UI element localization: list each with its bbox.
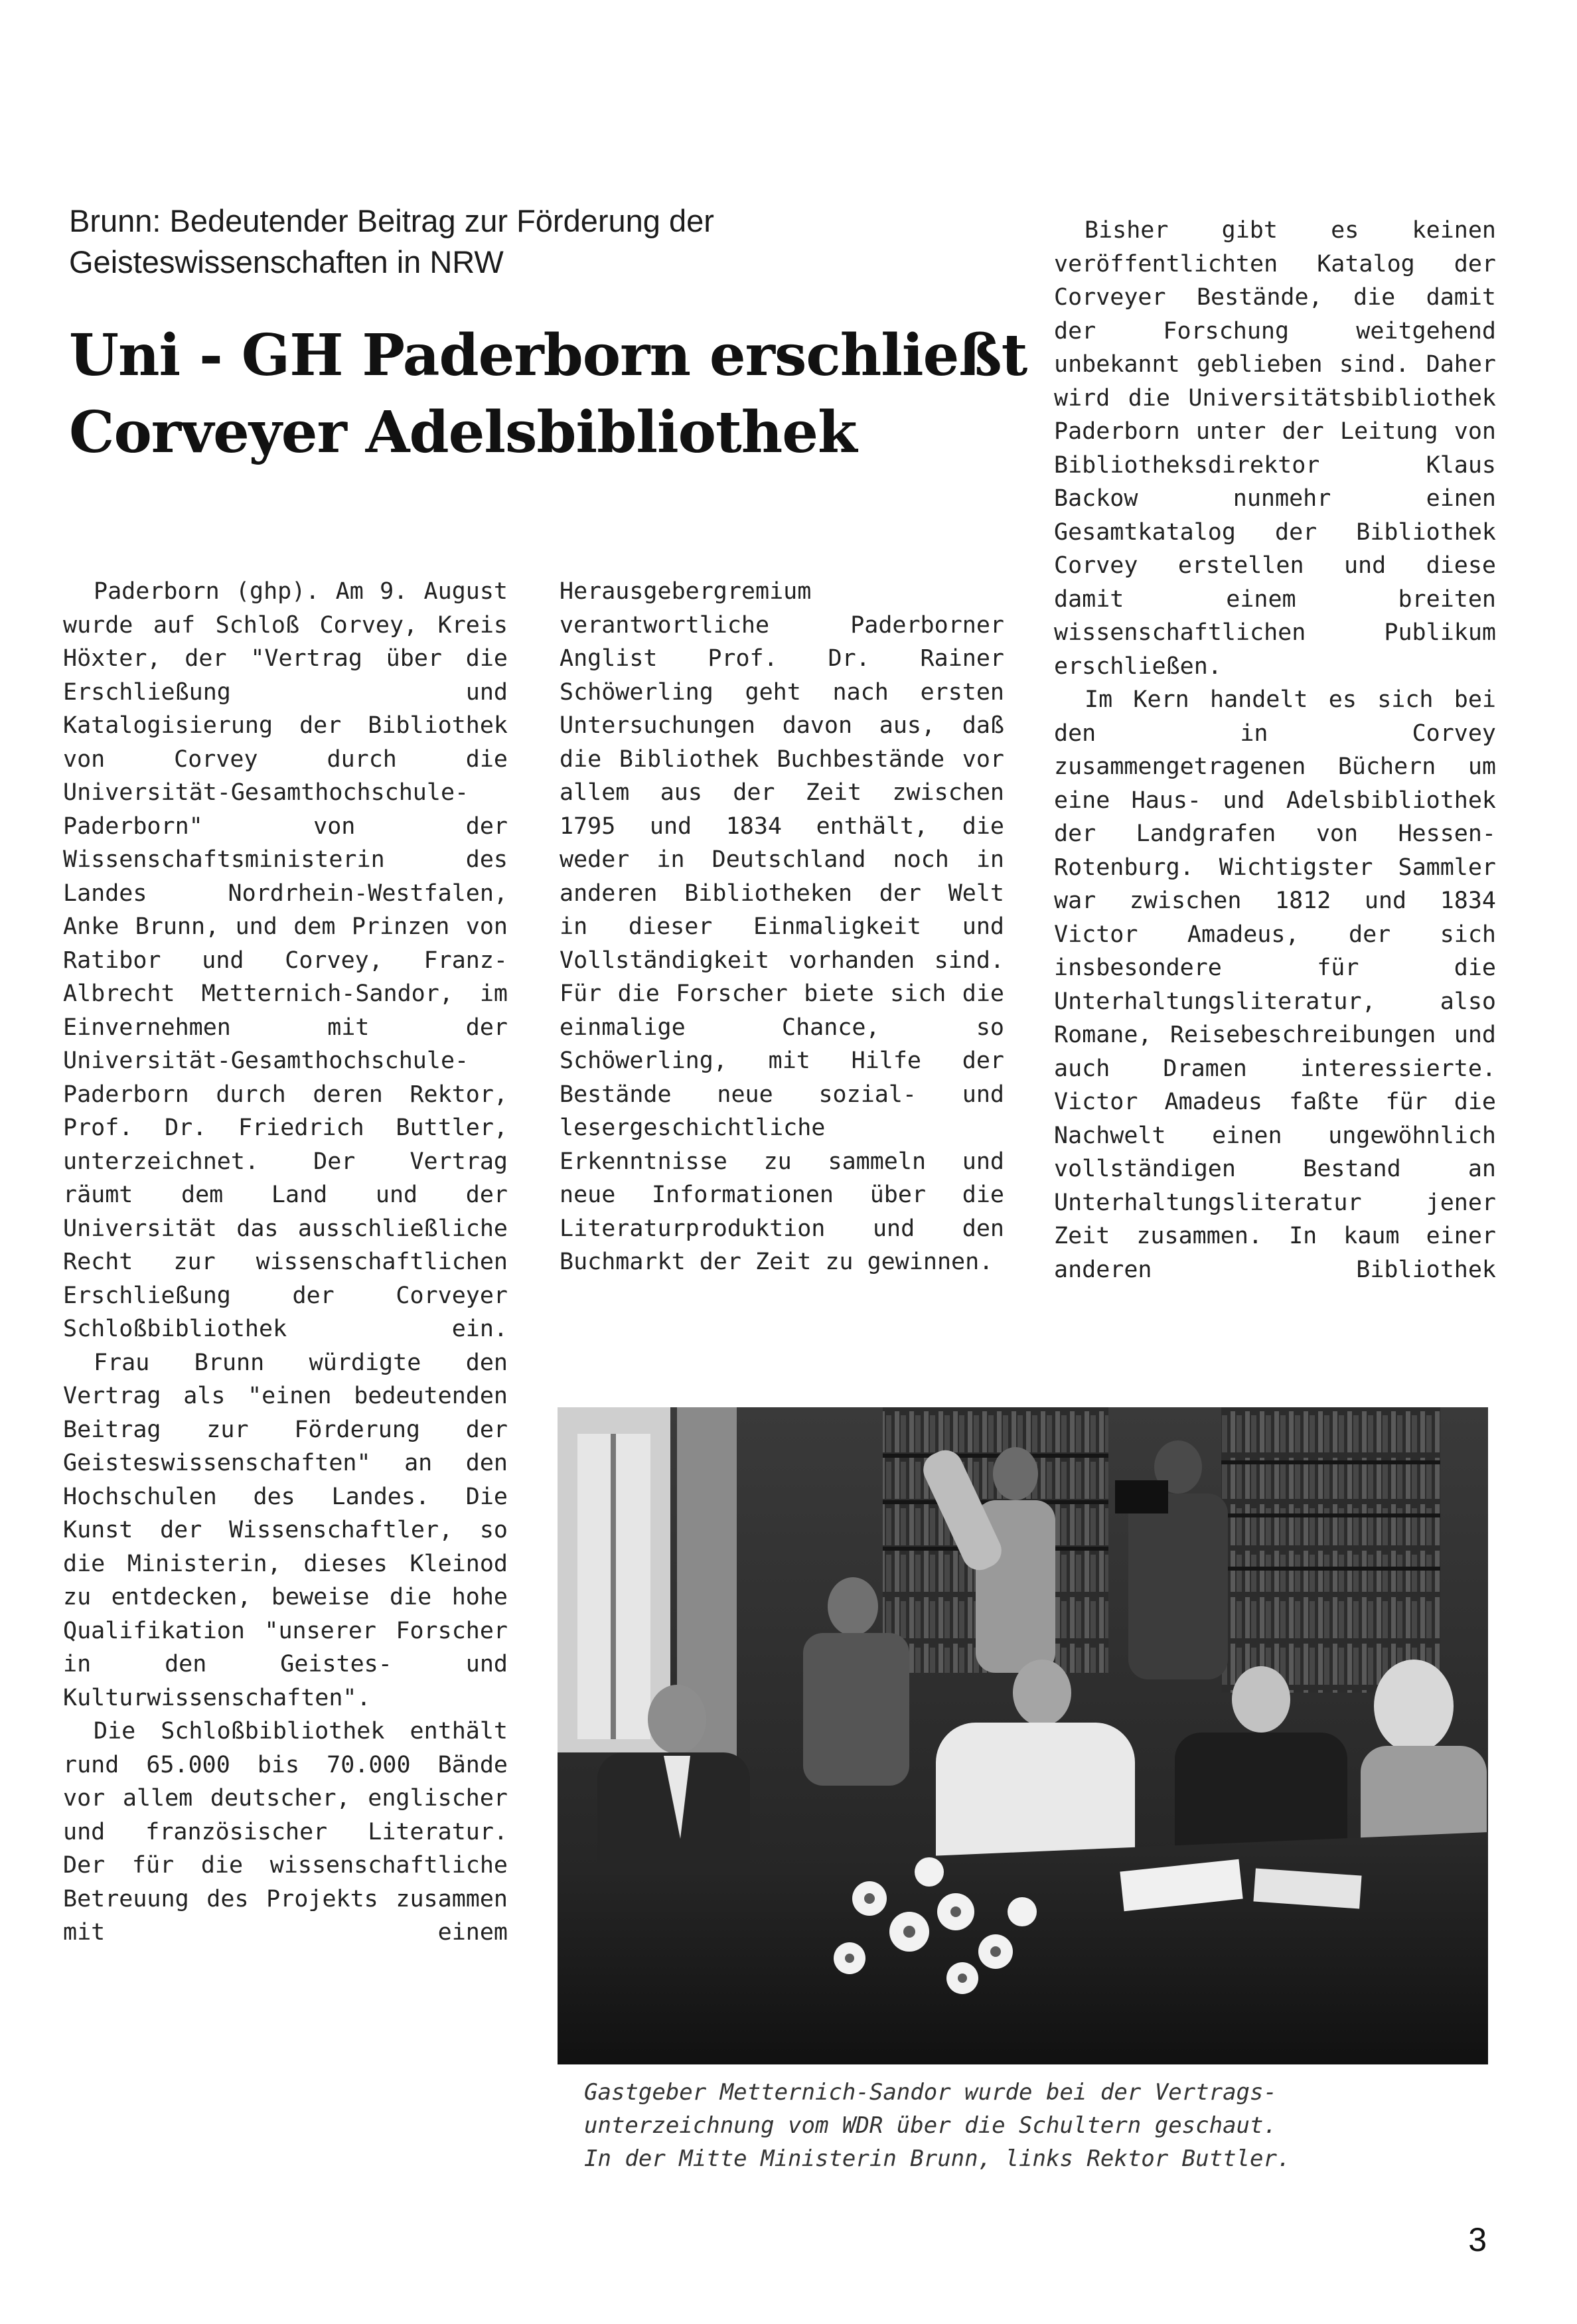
paragraph: Die Schloßbibliothek enthält rund 65.000 bis 70.000 Bände vor allem deutscher, englischer und französischer Literatur. Der für die wissenschaftliche Betreuung des Projekts zusammen mit einem xyxy=(63,1718,508,1946)
signing-ceremony-photo xyxy=(558,1407,1488,2064)
paragraph: Bisher gibt es keinen veröffentlichten Katalog der Corveyer Bestände, die damit der Forschung weitgehend unbekannt geblieben sind. Daher wird die Universitätsbibliothek Paderborn unter der Leitung von Bibliotheksdirektor Klaus Backow nunmehr einen Gesamtkatalog der Bibliothek Corvey erstellen und diese damit einem breiten wissenschaftlichen Publikum erschließen. xyxy=(1054,217,1496,680)
headline-line-1: Uni - GH Paderborn erschließt xyxy=(69,322,1027,389)
paragraph: Paderborn (ghp). Am 9. August wurde auf Schloß Corvey, Kreis Höxter, der "Vertrag über die Erschließung und Katalogisierung der Bibliothek von Corvey durch die Universität-Gesamthochschule-Paderborn" von der Wissenschaftsministerin des Landes Nordrhein-Westfalen, Anke Brunn, und dem Prinzen von Ratibor und Corvey, Franz-Albrecht Metternich-Sandor, im Einvernehmen mit der Universität-Gesamthochschule-Paderborn durch deren Rektor, Prof. Dr. Friedrich Buttler, unterzeichnet. Der Vertrag räumt dem Land und der Universität das ausschließliche Recht zur wissenschaftlichen Erschließung der Corveyer Schloßbibliothek ein. xyxy=(63,578,508,1342)
text-column-1 xyxy=(63,575,508,1950)
caption-line-2: unterzeichnung vom WDR über die Schultern geschaut. xyxy=(584,2112,1277,2139)
headline-line-2: Corveyer Adelsbibliothek xyxy=(69,399,857,466)
photo-caption xyxy=(584,2076,1467,2175)
paragraph: Frau Brunn würdigte den Vertrag als "einen bedeutenden Beitrag zur Förderung der Geisteswissenschaften" an den Hochschulen des Landes. Die Kunst der Wissenschaftler, so die Ministerin, dieses Kleinod zu entdecken, beweise die hohe Qualifikation "unserer Forscher in den Geistes- und Kulturwissenschaften". xyxy=(63,1349,508,1711)
paragraph: Herausgebergremium verantwortliche Paderborner Anglist Prof. Dr. Rainer Schöwerling geht nach ersten Untersuchungen davon aus, daß die Bibliothek Buchbestände vor allem aus der Zeit zwischen 1795 und 1834 enthält, die weder in Deutschland noch in anderen Bibliotheken der Welt in dieser Einmaligkeit und Vollständigkeit vorhanden sind. Für die Forscher biete sich die einmalige Chance, so Schöwerling, mit Hilfe der Bestände neue sozial- und lesergeschichtliche Erkenntnisse zu sammeln und neue Informationen über die Literaturproduktion und den Buchmarkt der Zeit zu gewinnen. xyxy=(560,578,1004,1275)
text-column-3 xyxy=(1054,214,1496,1286)
paragraph: Im Kern handelt es sich bei den in Corvey zusammengetragenen Büchern um eine Haus- und Adelsbibliothek der Landgrafen von Hessen-Rotenburg. Wichtigster Sammler war zwischen 1812 und 1834 Victor Amadeus, der sich insbesondere für die Unterhaltungsliteratur, also Romane, Reisebeschreibungen und auch Dramen interessierte. Victor Amadeus faßte für die Nachwelt einen ungewöhnlich vollständigen Bestand an Unterhaltungsliteratur jener Zeit zusammen. In kaum einer anderen Bibliothek xyxy=(1054,686,1496,1283)
caption-line-1: Gastgeber Metternich-Sandor wurde bei der Vertrags- xyxy=(584,2079,1277,2106)
page-number: 3 xyxy=(1468,2221,1487,2258)
caption-line-3: In der Mitte Ministerin Brunn, links Rektor Buttler. xyxy=(584,2145,1291,2172)
article-kicker: Brunn: Bedeutender Beitrag zur Förderung der Geisteswissenschaften in NRW xyxy=(69,203,714,279)
text-column-2 xyxy=(560,575,1004,1279)
article-headline xyxy=(69,317,1078,471)
